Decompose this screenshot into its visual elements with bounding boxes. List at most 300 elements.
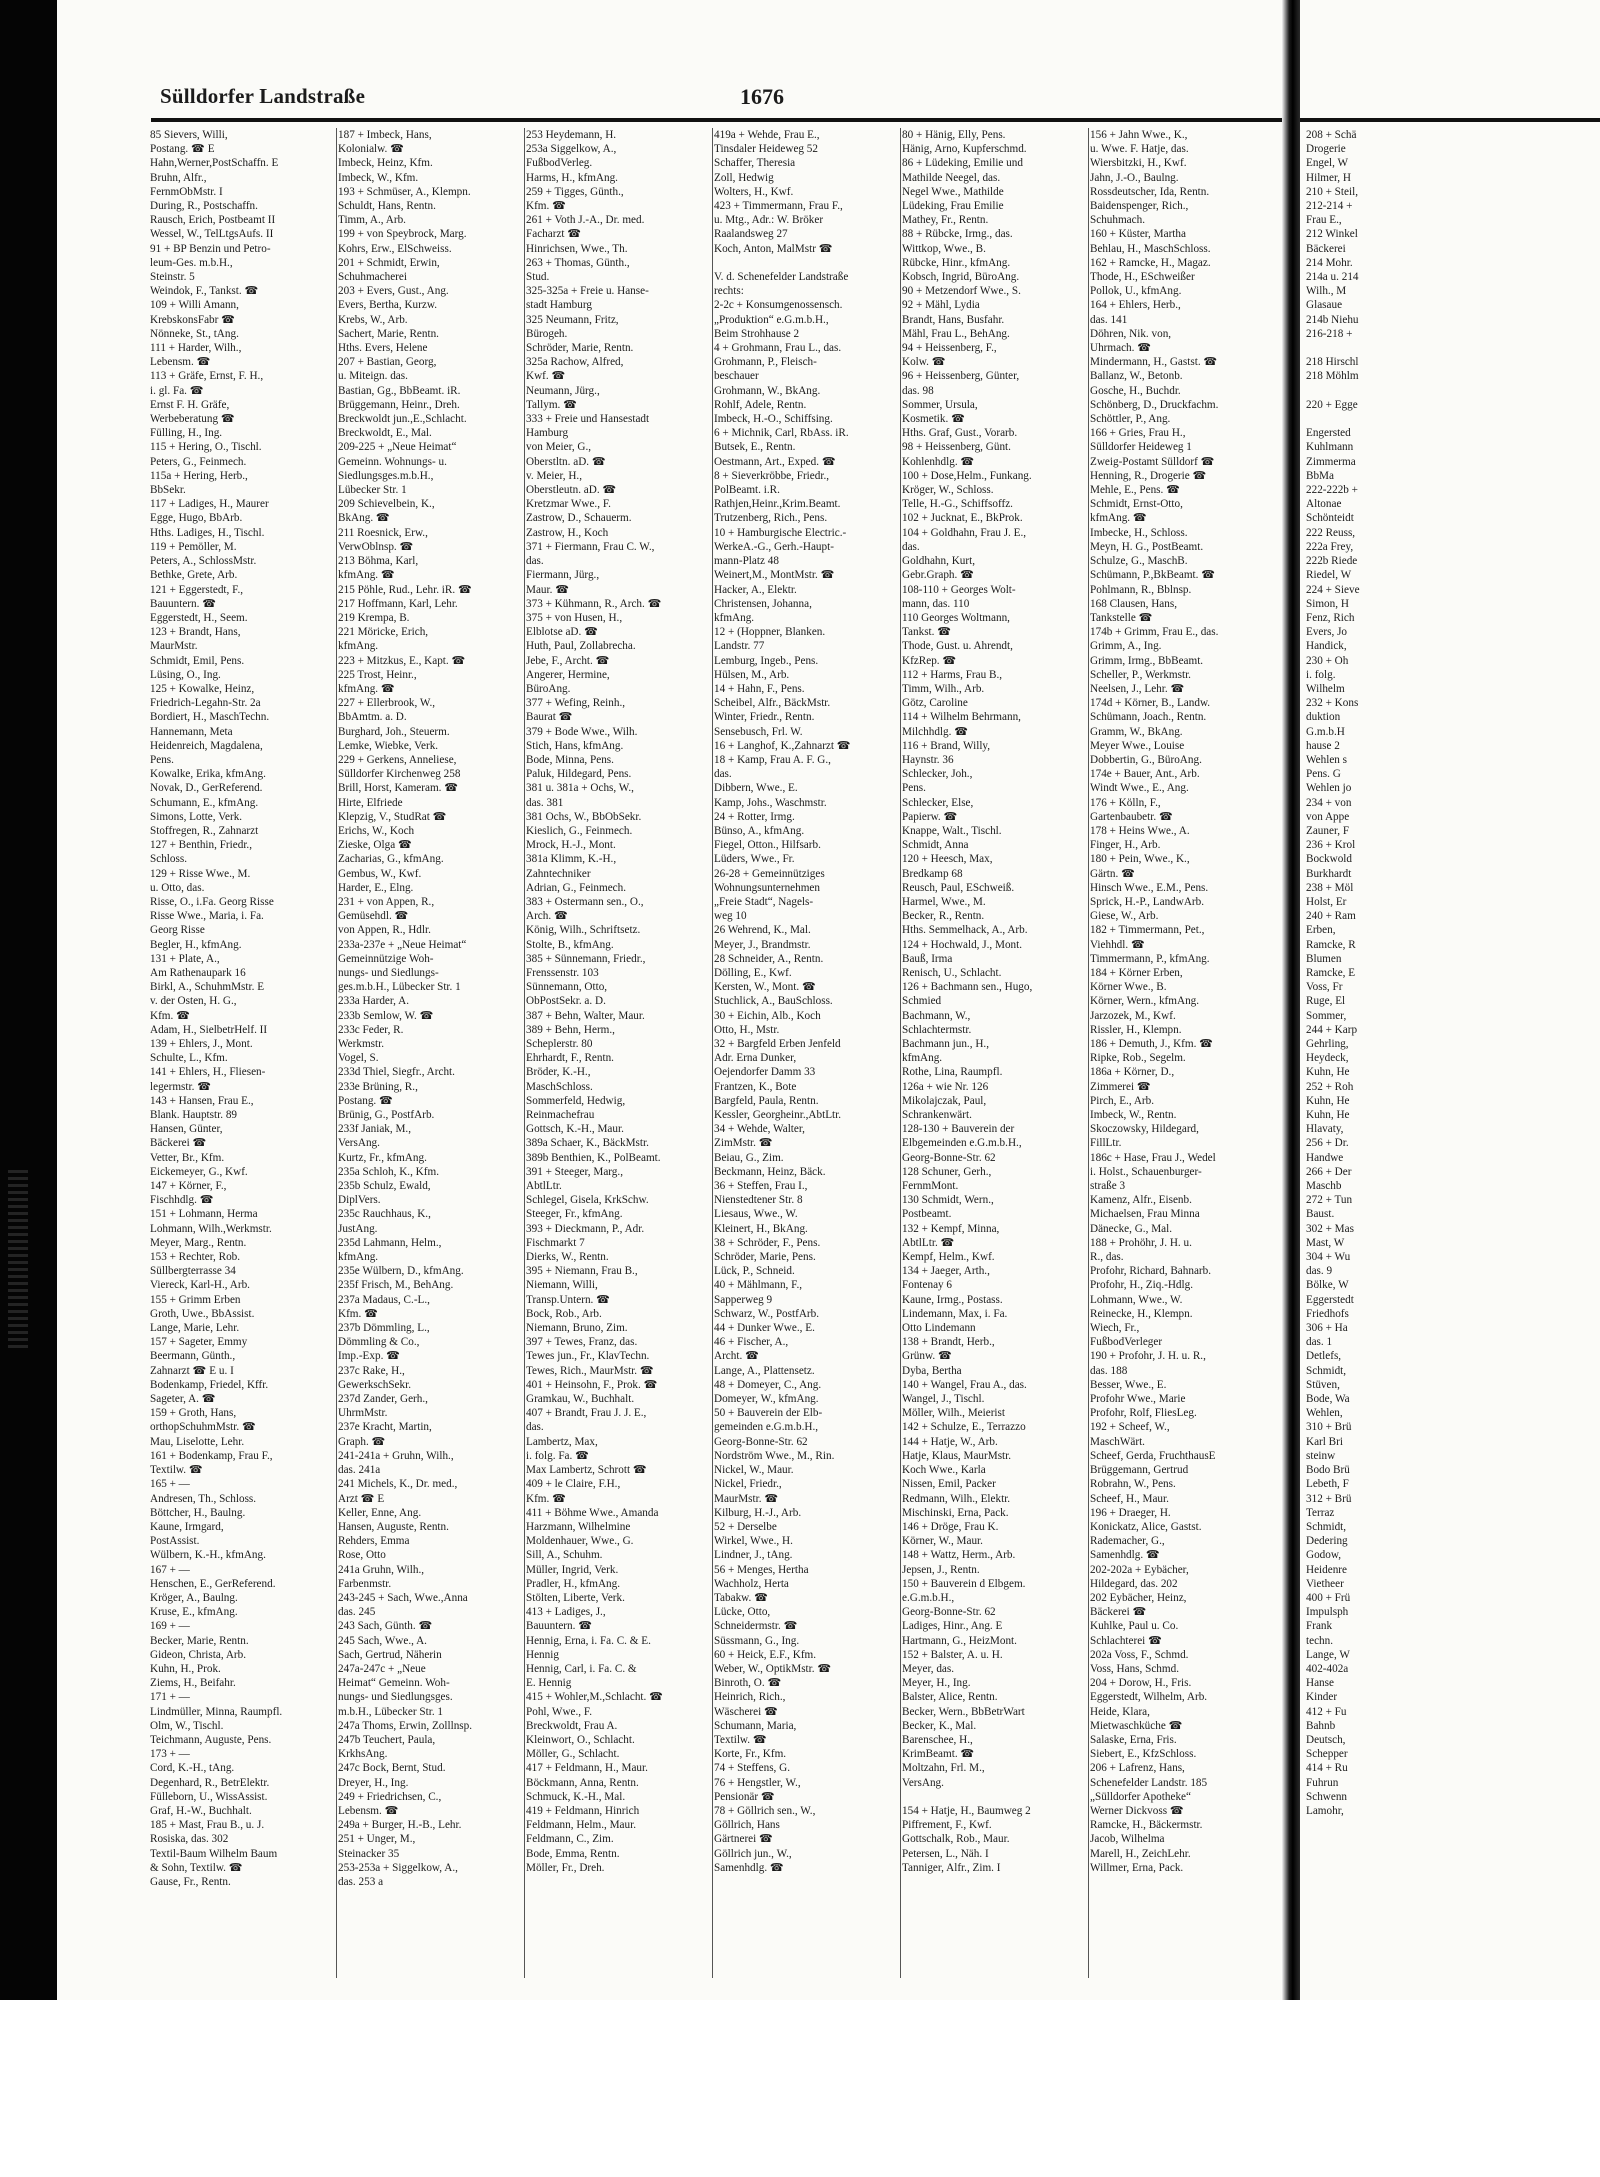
directory-entry-line: 94 + Heissenberg, F., (902, 342, 997, 355)
directory-entry-line: Schmidt, Emil, Pens. (150, 654, 245, 667)
directory-entry-line: Bargfeld, Paula, Rentn. (714, 1094, 819, 1107)
directory-entry-line: Rossdeutscher, Ida, Rentn. (1090, 185, 1210, 198)
directory-entry-line: 187 + Imbeck, Hans, (338, 129, 432, 141)
directory-entry-line: 4 + Grohmann, Frau L., das. (714, 342, 842, 355)
directory-entry-line: 419 + Feldmann, Hinrich (526, 1804, 640, 1817)
directory-entry-line: Bauuntern. ☎ (526, 1620, 593, 1633)
directory-entry-line: Peters, G., Feinmech. (150, 455, 247, 468)
directory-entry-line: Ernst F. H. Gräfe, (150, 398, 230, 411)
next-page-entry-line: 412 + Fu (1306, 1705, 1347, 1718)
directory-entry-line: nungs- und Siedlungs- (338, 966, 439, 979)
directory-entry-line: Klepzig, V., StudRat ☎ (338, 810, 447, 823)
next-page-entry-line: Engel, W (1306, 157, 1349, 170)
next-page-entry-line: Blumen (1306, 952, 1342, 965)
directory-entry-line: 139 + Ehlers, J., Mont. (150, 1038, 253, 1050)
directory-entry-line: 377 + Wefing, Reinh., (526, 697, 626, 710)
directory-entry-line: Harms, H., kfmAng. (526, 171, 618, 184)
directory-entry-line: 161 + Bodenkamp, Frau F., (150, 1449, 273, 1462)
directory-entry-line: 36 + Steffen, Frau I., (714, 1180, 808, 1193)
next-page-entry-line: 402-402a (1306, 1662, 1349, 1675)
directory-column-6 (1090, 128, 1274, 1998)
directory-entry-line: Sach, Gertrud, Näherin (338, 1648, 442, 1661)
directory-entry-line: 141 + Ehlers, H., Fliesen- (150, 1066, 266, 1079)
directory-entry-line: Max Lambertz, Schrott ☎ (526, 1464, 647, 1477)
directory-entry-line: 96 + Heissenberg, Günter, (902, 370, 1020, 383)
directory-entry-line: Harder, E., Elng. (338, 881, 414, 894)
directory-entry-line: Kolw. ☎ (902, 356, 946, 369)
directory-entry-line: das. (714, 768, 732, 781)
next-page-entry-line: Fuhrun (1306, 1776, 1339, 1789)
directory-entry-line: Dänecke, G., Mal. (1090, 1222, 1173, 1235)
next-page-entry-line: Deutsch, (1306, 1733, 1346, 1746)
directory-entry-line: Thode, Gust. u. Ahrendt, (902, 640, 1013, 653)
directory-entry-line: Olm, W., Tischl. (150, 1719, 224, 1732)
directory-entry-line: Elblotse aD. ☎ (526, 626, 599, 639)
directory-entry-line: 186a + Körner, D., (1090, 1066, 1175, 1079)
directory-entry-line: V. d. Schenefelder Landstraße (714, 271, 849, 284)
directory-entry-line: Bachmann jun., H., (902, 1038, 989, 1050)
directory-entry-line: Sülldorfer Kirchenweg 258 (338, 768, 461, 781)
directory-entry-line: 140 + Wangel, Frau A., das. (902, 1378, 1027, 1391)
directory-entry-line: Adrian, G., Feinmech. (526, 881, 627, 894)
next-page-entry-line: 312 + Brü (1306, 1492, 1352, 1505)
directory-entry-line: Hatje, Klaus, MaurMstr. (902, 1449, 1012, 1462)
directory-entry-line: 389b Benthien, K., PolBeamt. (526, 1151, 661, 1164)
directory-entry-line: Kretzmar Wwe., F. (526, 498, 611, 511)
directory-entry-line: 162 + Ramcke, H., Magaz. (1090, 256, 1211, 269)
directory-entry-line: 423 + Timmermann, Frau F., (714, 200, 843, 213)
next-page-entry-line: Vietheer (1306, 1577, 1344, 1590)
directory-entry-line: Arch. ☎ (526, 910, 568, 923)
directory-entry-line: E. Hennig (526, 1677, 572, 1690)
directory-entry-line: Behlau, H., MaschSchloss. (1090, 242, 1211, 255)
directory-entry-line: Otto, H., Mstr. (714, 1023, 780, 1036)
directory-entry-line: kfmAng. (902, 1052, 943, 1065)
directory-entry-line: 415 + Wohler,M.,Schlacht. ☎ (526, 1691, 664, 1704)
directory-entry-line: 371 + Fiermann, Frau C. W., (526, 540, 655, 553)
directory-entry-line: 247a-247c + „Neue (338, 1662, 426, 1675)
directory-entry-line: MaschWärt. (1090, 1435, 1145, 1448)
directory-entry-line: Rohlf, Adele, Rentn. (714, 398, 807, 411)
directory-entry-line: 157 + Sageter, Emmy (150, 1336, 248, 1349)
directory-entry-line: 117 + Ladiges, H., Maurer (150, 498, 269, 511)
directory-entry-line: Gause, Fr., Rentn. (150, 1875, 231, 1888)
directory-entry-line: Sapperweg 9 (714, 1293, 773, 1306)
directory-entry-line: das. (902, 540, 920, 553)
next-page-entry-line (1306, 412, 1600, 426)
directory-entry-line: Krebs, W., Arb. (338, 313, 408, 326)
directory-entry-line: 202a Voss, F., Schmd. (1090, 1648, 1189, 1661)
directory-entry-line: Meyer, J., Brandmstr. (714, 938, 811, 951)
directory-entry-line: Weinert,M., MontMstr. ☎ (714, 569, 835, 582)
directory-entry-line: Mathey, Fr., Rentn. (902, 214, 989, 227)
directory-entry-line: 247a Thoms, Erwin, Zolllnsp. (338, 1719, 473, 1732)
directory-entry-line: Tewes, Rich., MaurMstr. ☎ (526, 1364, 654, 1377)
next-page-entry-line: Schönteidt (1306, 512, 1354, 525)
directory-entry-line: 160 + Küster, Martha (1090, 228, 1186, 241)
directory-entry-line: Sünnemann, Otto, (526, 981, 608, 994)
page-header (160, 84, 1282, 114)
directory-entry-line: leum-Ges. m.b.H., (150, 256, 233, 269)
directory-entry-line: 237c Rake, H., (338, 1364, 405, 1377)
directory-entry-line: 156 + Jahn Wwe., K., (1090, 129, 1188, 141)
directory-entry-line: 185 + Mast, Frau B., u. J. (150, 1819, 265, 1832)
directory-entry-line: 174d + Körner, B., Landw. (1090, 697, 1211, 710)
directory-entry-line: Georg-Bonne-Str. 62 (714, 1435, 808, 1448)
next-page-entry-line: 214b Niehu (1306, 313, 1359, 326)
directory-entry-line: 333 + Freie und Hansestadt (526, 413, 650, 426)
directory-entry-line: Zastrow, D., Schauerm. (526, 512, 632, 525)
directory-entry-line: 146 + Dröge, Frau K. (902, 1520, 999, 1533)
directory-entry-line: stadt Hamburg (526, 299, 592, 312)
next-page-edge (1300, 0, 1600, 2000)
directory-entry-line: Peters, A., SchlossMstr. (150, 555, 257, 568)
directory-entry-line: Eggerstedt, Wilhelm, Arb. (1090, 1691, 1208, 1704)
next-page-entry-line: 272 + Tun (1306, 1194, 1353, 1207)
directory-entry-line: Oejendorfer Damm 33 (714, 1066, 816, 1079)
next-page-entry-line: i. folg. (1306, 668, 1336, 681)
directory-entry-line: Am Rathenaupark 16 (150, 966, 246, 979)
directory-entry-line: Giese, W., Arb. (1090, 910, 1159, 923)
directory-entry-line: Kröger, W., Schloss. (902, 484, 994, 497)
directory-entry-line: AbtlLtr. ☎ (902, 1236, 955, 1249)
next-page-entry-line: das. 9 (1306, 1265, 1333, 1278)
next-page-header-rule (1300, 118, 1600, 122)
directory-entry-line: „Produktion“ e.G.m.b.H., (714, 313, 829, 326)
directory-entry-line: 115 + Hering, O., Tischl. (150, 441, 262, 454)
directory-entry-line: During, R., Postschaffn. (150, 200, 258, 213)
directory-entry-line: 237b Dömmling, L., (338, 1322, 430, 1335)
directory-entry-line: FußbodVerleger (1090, 1336, 1163, 1349)
directory-entry-line: Bodenkamp, Friedel, Kffr. (150, 1378, 269, 1391)
directory-entry-line: Dreyer, H., Ing. (338, 1776, 409, 1789)
directory-entry-line: Textilw. ☎ (150, 1464, 203, 1477)
directory-entry-line: Schuldt, Hans, Rentn. (338, 200, 436, 213)
directory-entry-line: 253-253a + Siggelkow, A., (338, 1861, 458, 1874)
directory-entry-line: Gideon, Christa, Arb. (150, 1648, 247, 1661)
directory-entry-line: 373 + Kühmann, R., Arch. ☎ (526, 597, 662, 610)
directory-entry-line: 202-202a + Eybächer, (1090, 1563, 1189, 1576)
directory-entry-line: Barenschee, H., (902, 1733, 973, 1746)
directory-entry-line: Kersten, W., Mont. ☎ (714, 981, 816, 994)
directory-entry-line (902, 1790, 1086, 1804)
directory-entry-line: Schumann, E., kfmAng. (150, 796, 259, 809)
directory-entry-line: 155 + Grimm Erben (150, 1293, 241, 1306)
directory-entry-line: Wiech, Fr., (1090, 1322, 1140, 1335)
directory-entry-line: 395 + Niemann, Frau B., (526, 1265, 638, 1278)
directory-entry-line: Simons, Lotte, Verk. (150, 810, 243, 823)
directory-entry-line: Bünso, A., kfmAng. (714, 824, 805, 837)
next-page-entry-line: Hanse (1306, 1677, 1334, 1690)
directory-entry-line: Paluk, Hildegard, Pens. (526, 768, 632, 781)
directory-entry-line: Stich, Hans, kfmAng. (526, 739, 624, 752)
directory-entry-line: 235b Schulz, Ewald, (338, 1180, 431, 1193)
directory-entry-line: Schümann, P.,BkBeamt. ☎ (1090, 569, 1216, 582)
directory-entry-line: 174b + Grimm, Frau E., das. (1090, 626, 1219, 639)
directory-entry-line: 102 + Jucknat, E., BkProk. (902, 512, 1023, 525)
directory-entry-line: 209 Schievelbein, K., (338, 498, 435, 511)
directory-entry-line: Schlachtermstr. (902, 1023, 972, 1036)
next-page-entry-line: das. 1 (1306, 1336, 1333, 1349)
directory-entry-line: UhrmMstr. (338, 1407, 388, 1420)
directory-entry-line: Meyn, H. G., PostBeamt. (1090, 540, 1204, 553)
directory-entry-line: Friedrich-Legahn-Str. 2a (150, 697, 261, 710)
directory-entry-line: Georg-Bonne-Str. 62 (902, 1151, 996, 1164)
next-page-entry-line: Bölke, W (1306, 1279, 1349, 1292)
directory-entry-line: Böckmann, Anna, Rentn. (526, 1776, 639, 1789)
directory-entry-line: Adr. Erna Dunker, (714, 1052, 797, 1065)
directory-entry-line: Zoll, Hedwig (714, 171, 774, 184)
directory-entry-line: Fischhdlg. ☎ (150, 1194, 214, 1207)
directory-entry-line: Petersen, L., Näh. I (902, 1847, 989, 1860)
next-page-entry-line: Kuhn, He (1306, 1066, 1350, 1079)
directory-entry-line: Möller, Wilh., Meierist (902, 1407, 1005, 1420)
next-page-entry-line: 222-222b + (1306, 484, 1358, 497)
next-page-entry-line: Kuhn, He (1306, 1094, 1350, 1107)
directory-entry-line: Liesaus, Wwe., W. (714, 1208, 798, 1221)
directory-entry-line: Werbeberatung ☎ (150, 413, 235, 426)
directory-entry-line: Rothe, Lina, Raumpfl. (902, 1066, 1003, 1079)
next-page-entry-line: 222a Frey, (1306, 540, 1354, 553)
directory-entry-line: Becker, Marie, Rentn. (150, 1634, 249, 1647)
directory-entry-line: Samenhdlg. ☎ (714, 1861, 784, 1874)
next-page-entry-line: Mast, W (1306, 1236, 1345, 1249)
directory-entry-line: Kaune, Irmg., Postass. (902, 1293, 1003, 1306)
directory-entry-line: Archt. ☎ (714, 1350, 760, 1363)
next-page-entry-line: Sommer, (1306, 1009, 1347, 1022)
directory-entry-line: Körner Wwe., B. (1090, 981, 1167, 994)
book-gutter (1282, 0, 1300, 2000)
next-page-entry-line: Wilhelm (1306, 682, 1345, 695)
next-page-entry-line: 212-214 + (1306, 200, 1353, 213)
directory-entry-line: Schönberg, D., Druckfachm. (1090, 398, 1219, 411)
directory-entry-line: Brüggemann, Heinr., Dreh. (338, 398, 460, 411)
directory-entry-line: Hennig (526, 1648, 559, 1661)
next-page-entry-line: steinw (1306, 1449, 1336, 1462)
directory-entry-line: Siedlungsges.m.b.H., (338, 469, 434, 482)
directory-entry-line: Kwf. ☎ (526, 370, 566, 383)
next-page-entry-line: Lamohr, (1306, 1804, 1344, 1817)
directory-entry-line: Körner, Wern., kfmAng. (1090, 995, 1200, 1008)
directory-entry-line: 56 + Menges, Hertha (714, 1563, 809, 1576)
directory-entry-line: Vogel, S. (338, 1052, 379, 1065)
next-page-entry-line: Bodo Brü (1306, 1464, 1350, 1477)
directory-entry-line: Kfm. ☎ (338, 1307, 379, 1320)
directory-entry-line: Steeger, Fr., kfmAng. (526, 1208, 623, 1221)
directory-entry-line: 50 + Bauverein der Elb- (714, 1407, 823, 1420)
directory-entry-line: 241 Michels, K., Dr. med., (338, 1478, 458, 1491)
directory-entry-line: 381 Ochs, W., BbObSekr. (526, 810, 642, 823)
directory-entry-line: 247c Bock, Bernt, Stud. (338, 1762, 446, 1775)
directory-entry-line: Zimmerei ☎ (1090, 1080, 1151, 1093)
directory-entry-line: Adam, H., SielbetrHelf. II (150, 1023, 268, 1036)
directory-entry-line: Graf, H.-W., Buchhalt. (150, 1804, 252, 1817)
directory-entry-line: 176 + Kölln, F., (1090, 796, 1161, 809)
directory-entry-line: Tinsdaler Heideweg 52 (714, 143, 818, 156)
directory-entry-line: 174e + Bauer, Ant., Arb. (1090, 768, 1200, 781)
directory-entry-line: Schulte, L., Kfm. (150, 1052, 228, 1065)
directory-entry-line: 26-28 + Gemeinnütziges (714, 867, 825, 880)
directory-entry-line: FillLtr. (1090, 1137, 1122, 1150)
directory-entry-line: Hirte, Elfriede (338, 796, 403, 809)
directory-entry-line: Piffrement, F., Kwf. (902, 1819, 992, 1832)
directory-entry-line: Neumann, Jürg., (526, 384, 600, 397)
directory-entry-line: Schumann, Maria, (714, 1719, 797, 1732)
directory-entry-line: Nickel, Friedr., (714, 1478, 782, 1491)
next-page-entry-line: duktion (1306, 711, 1341, 724)
directory-entry-line: Neelsen, J., Lehr. ☎ (1090, 682, 1185, 695)
directory-entry-line: Knappe, Walt., Tischl. (902, 824, 1002, 837)
next-page-entry-line: Ramcke, R (1306, 938, 1356, 951)
directory-entry-line: Schröder, Marie, Rentn. (526, 342, 634, 355)
directory-column-2 (338, 128, 522, 1998)
directory-entry-line: Lohmann, Wilh.,Werkmstr. (150, 1222, 272, 1235)
directory-entry-line: 243 Sach, Günth. ☎ (338, 1620, 433, 1633)
directory-entry-line: 249a + Burger, H.-B., Lehr. (338, 1819, 462, 1832)
directory-entry-line: 128 Schuner, Gerh., (902, 1165, 992, 1178)
next-page-entry-line: Bockwold (1306, 853, 1352, 866)
directory-entry-line: 211 Roesnick, Erw., (338, 526, 428, 539)
directory-entry-line: 241-241a + Gruhn, Wilh., (338, 1449, 454, 1462)
directory-entry-line: 393 + Dieckmann, P., Adr. (526, 1222, 645, 1235)
directory-entry-line: Hths. Ladiges, H., Tischl. (150, 526, 265, 539)
directory-entry-line: Dobbertin, G., BüroAng. (1090, 753, 1202, 766)
directory-entry-line: 40 + Mählmann, F., (714, 1279, 803, 1292)
directory-entry-line: Wohnungsunternehmen (714, 881, 820, 894)
directory-entry-line: 52 + Derselbe (714, 1520, 777, 1533)
directory-entry-line: Werkmstr. (338, 1038, 385, 1050)
directory-entry-line: Robrahn, W., Pens. (1090, 1478, 1176, 1491)
directory-entry-line: 235a Schloh, K., Kfm. (338, 1165, 439, 1178)
directory-entry-line: Hartmann, G., HeizMont. (902, 1634, 1017, 1647)
directory-entry-line: 206 + Lafrenz, Hans, (1090, 1762, 1185, 1775)
next-page-entry-line: 218 Hirschl (1306, 356, 1359, 369)
next-page-entry-line: 210 + Steil, (1306, 185, 1358, 198)
directory-entry-line: 325a Rachow, Alfred, (526, 356, 624, 369)
next-page-entry-line: Bahnb (1306, 1719, 1336, 1732)
directory-entry-line: Degenhard, R., BetrElektr. (150, 1776, 270, 1789)
directory-entry-line: orthopSchuhmMstr. ☎ (150, 1421, 256, 1434)
directory-entry-line: Scheller, P., Werkmstr. (1090, 668, 1191, 681)
directory-entry-line: Rissler, H., Klempn. (1090, 1023, 1182, 1036)
directory-entry-line: Bruhn, Alfr., (150, 171, 207, 184)
directory-entry-line: 389a Schaer, K., BäckMstr. (526, 1137, 649, 1150)
directory-entry-line: Transp.Untern. ☎ (526, 1293, 611, 1306)
directory-entry-line: Schlegel, Gisela, KrkSchw. (526, 1194, 649, 1207)
directory-entry-line: Rosiska, das. 302 (150, 1833, 229, 1846)
directory-entry-line: ges.m.b.H., Lübecker Str. 1 (338, 981, 461, 994)
directory-entry-line: 379 + Bode Wwe., Wilh. (526, 725, 638, 738)
directory-entry-line: 26 Wehrend, K., Mal. (714, 924, 811, 937)
directory-entry-line: 233e Brüning, R., (338, 1080, 418, 1093)
directory-entry-line: Stuchlick, A., BauSchloss. (714, 995, 833, 1008)
directory-entry-line: Lücke, Otto, (714, 1606, 771, 1619)
directory-entry-line: 192 + Scheef, W., (1090, 1421, 1170, 1434)
directory-entry-line: Rehders, Emma (338, 1535, 410, 1548)
directory-entry-line: 12 + (Hoppner, Blanken. (714, 626, 826, 639)
directory-entry-line: Uhrmach. ☎ (1090, 342, 1152, 355)
directory-entry-line: Samenhdlg. ☎ (1090, 1549, 1160, 1562)
directory-entry-line: Fülleborn, U., WissAssist. (150, 1790, 268, 1803)
directory-entry-line: Koch Wwe., Karla (902, 1464, 986, 1477)
directory-entry-line: 86 + Lüdeking, Emilie und (902, 157, 1023, 170)
directory-entry-line: Ehrhardt, F., Rentn. (526, 1052, 614, 1065)
directory-entry-line: Imp.-Exp. ☎ (338, 1350, 401, 1363)
directory-entry-line: 115a + Hering, Herb., (150, 469, 248, 482)
directory-entry-line: 153 + Rechter, Rob. (150, 1251, 241, 1264)
directory-entry-line: Frenssenstr. 103 (526, 966, 599, 979)
directory-entry-line: kfmAng. ☎ (1090, 512, 1147, 525)
directory-entry-line: 60 + Heick, E.F., Kfm. (714, 1648, 817, 1661)
directory-entry-line: JustAng. (338, 1222, 378, 1235)
directory-entry-line: Sprick, H.-P., LandwArb. (1090, 895, 1205, 908)
directory-entry-line: ObPostSekr. a. D. (526, 995, 606, 1008)
directory-entry-line: e.G.m.b.H., (902, 1591, 955, 1604)
directory-entry-line: Lange, Marie, Lehr. (150, 1322, 240, 1335)
directory-entry-line: BüroAng. (526, 682, 571, 695)
next-page-entry-line: Altonae (1306, 498, 1342, 511)
directory-entry-line: 112 + Harms, Frau B., (902, 668, 1003, 681)
directory-entry-line: Gemüsehdl. ☎ (338, 910, 409, 923)
directory-entry-line: Möller, G., Schlacht. (526, 1748, 620, 1761)
directory-entry-line: Hths. Graf, Gust., Vorarb. (902, 427, 1018, 440)
directory-entry-line: 142 + Schulze, E., Terrazzo (902, 1421, 1026, 1434)
directory-entry-line: Jahn, J.-O., Baulng. (1090, 171, 1179, 184)
directory-entry-line: Lüdeking, Frau Emilie (902, 200, 1004, 213)
directory-entry-line: 261 + Voth J.-A., Dr. med. (526, 214, 645, 227)
directory-entry-line: Trutzenberg, Rich., Pens. (714, 512, 828, 525)
directory-entry-line: das. 241a (338, 1464, 381, 1477)
next-page-entry-line: Wehlen jo (1306, 782, 1352, 795)
directory-entry-line: Lebensm. ☎ (338, 1804, 399, 1817)
next-page-entry-line: Voss, Fr (1306, 981, 1343, 994)
directory-entry-line: Pens. (902, 782, 926, 795)
directory-entry-line: Reinecke, H., Klempn. (1090, 1307, 1193, 1320)
directory-entry-line: Hansen, Günter, (150, 1123, 223, 1136)
directory-entry-line: 159 + Groth, Hans, (150, 1407, 237, 1420)
directory-entry-line: Milchhdlg. ☎ (902, 725, 969, 738)
directory-entry-line: 129 + Risse Wwe., M. (150, 867, 251, 880)
directory-entry-line: 409 + le Claire, F.H., (526, 1478, 621, 1491)
directory-entry-line: u. Mtg., Adr.: W. Bröker (714, 214, 824, 227)
directory-entry-line: Schenefelder Landstr. 185 (1090, 1776, 1208, 1789)
directory-entry-line: mann, das. 110 (902, 597, 970, 610)
directory-entry-line: 154 + Hatje, H., Baumweg 2 (902, 1804, 1031, 1817)
directory-entry-line: das. 381 (526, 796, 564, 809)
directory-entry-line: 253a Siggelkow, A., (526, 143, 617, 156)
directory-entry-line: Telle, H.-G., Schiffsoffz. (902, 498, 1013, 511)
directory-entry-line: Oestmann, Art., Exped. ☎ (714, 455, 836, 468)
directory-entry-line: 88 + Rübcke, Irmg., das. (902, 228, 1013, 241)
directory-entry-line: Schmied (902, 995, 942, 1008)
directory-entry-line: FernmMont. (902, 1180, 959, 1193)
directory-entry-line: 215 Pöhle, Rud., Lehr. iR. ☎ (338, 583, 472, 596)
directory-entry-line: straße 3 (1090, 1180, 1126, 1193)
directory-entry-line: Konickatz, Alice, Gastst. (1090, 1520, 1202, 1533)
directory-entry-line: Raalandsweg 27 (714, 228, 788, 241)
directory-entry-line: Sommerfeld, Hedwig, (526, 1094, 626, 1107)
directory-entry-line: Kowalke, Erika, kfmAng. (150, 768, 266, 781)
directory-entry-line (714, 256, 898, 270)
directory-entry-line: 167 + — (150, 1563, 190, 1576)
directory-entry-line: Blank. Hauptstr. 89 (150, 1109, 238, 1122)
directory-entry-line: 202 Eybächer, Heinz, (1090, 1591, 1187, 1604)
directory-entry-line: Redmann, Wilh., Elektr. (902, 1492, 1011, 1505)
directory-entry-line: m.b.H., Lübecker Str. 1 (338, 1705, 444, 1718)
next-page-entry-line: Maschb (1306, 1180, 1342, 1193)
directory-entry-line: u. Otto, das. (150, 881, 205, 894)
directory-entry-line: 231 + von Appen, R., (338, 895, 435, 908)
